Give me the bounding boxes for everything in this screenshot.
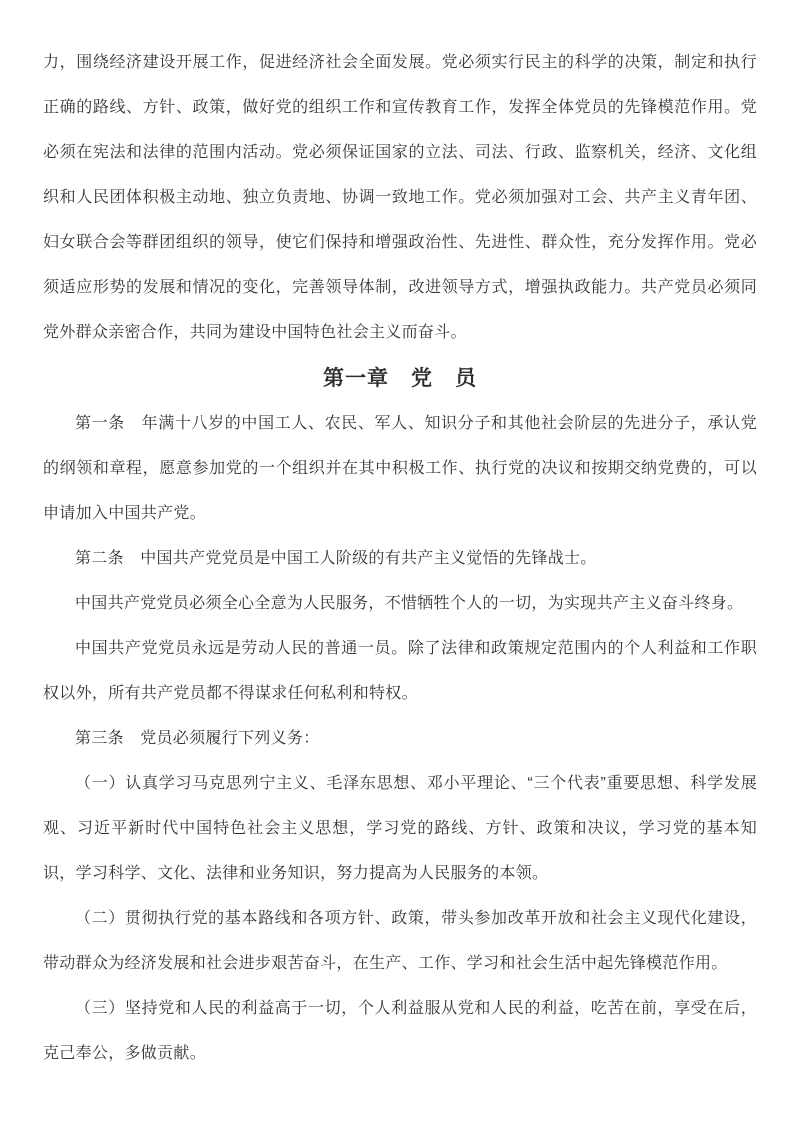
intro-continuation-paragraph: 力，围绕经济建设开展工作，促进经济社会全面发展。党必须实行民主的科学的决策，制定和执行正确的路线、方针、政策，做好党的组织工作和宣传教育工作，发挥全体党员的先锋模范作用。党必须在宪法和法律的范围内活动。党必须保证国家的立法、司法、行政、监察机关，经济、文化组织和人民团体积极主动地、独立负责地、协调一致地工作。党必须加强对工会、共产主义青年团、妇女联合会等群团组织的领导，使它们保持和增强政治性、先进性、群众性，充分发挥作用。党必须适应形势的发展和情况的变化，完善领导体制，改进领导方式，增强执政能力。共产党员必须同党外群众亲密合作，共同为建设中国特色社会主义而奋斗。 <box>43 54 757 341</box>
obligation-item-3: （三）坚持党和人民的利益高于一切，个人利益服从党和人民的利益，吃苦在前，享受在后，克己奉公，多做贡献。 <box>43 1000 757 1062</box>
article-2-continuation-2: 中国共产党党员永远是劳动人民的普通一员。除了法律和政策规定范围内的个人利益和工作职权以外，所有共产党员都不得谋求任何私利和特权。 <box>43 640 757 702</box>
obligation-item-2: （二）贯彻执行党的基本路线和各项方针、政策，带头参加改革开放和社会主义现代化建设，带动群众为经济发展和社会进步艰苦奋斗，在生产、工作、学习和社会生活中起先锋模范作用。 <box>43 910 757 972</box>
obligation-item-1: （一）认真学习马克思列宁主义、毛泽东思想、邓小平理论、“三个代表”重要思想、科学发展观、习近平新时代中国特色社会主义思想，学习党的路线、方针、政策和决议，学习党的基本知识，学习科学、文化、法律和业务知识，努力提高为人民服务的本领。 <box>43 775 757 882</box>
chapter-1-heading: 第一章 党 员 <box>323 366 477 390</box>
article-2-paragraph: 第二条 中国共产党党员是中国工人阶级的有共产主义觉悟的先锋战士。 <box>75 550 597 567</box>
article-2-continuation-1: 中国共产党党员必须全心全意为人民服务，不惜牺牲个人的一切，为实现共产主义奋斗终身。 <box>75 595 744 612</box>
article-1-paragraph: 第一条 年满十八岁的中国工人、农民、军人、知识分子和其他社会阶层的先进分子，承认党的纲领和章程，愿意参加党的一个组织并在其中积极工作、执行党的决议和按期交纳党费的，可以申请加入中国共产党。 <box>43 415 757 522</box>
article-3-paragraph: 第三条 党员必须履行下列义务： <box>75 730 320 747</box>
